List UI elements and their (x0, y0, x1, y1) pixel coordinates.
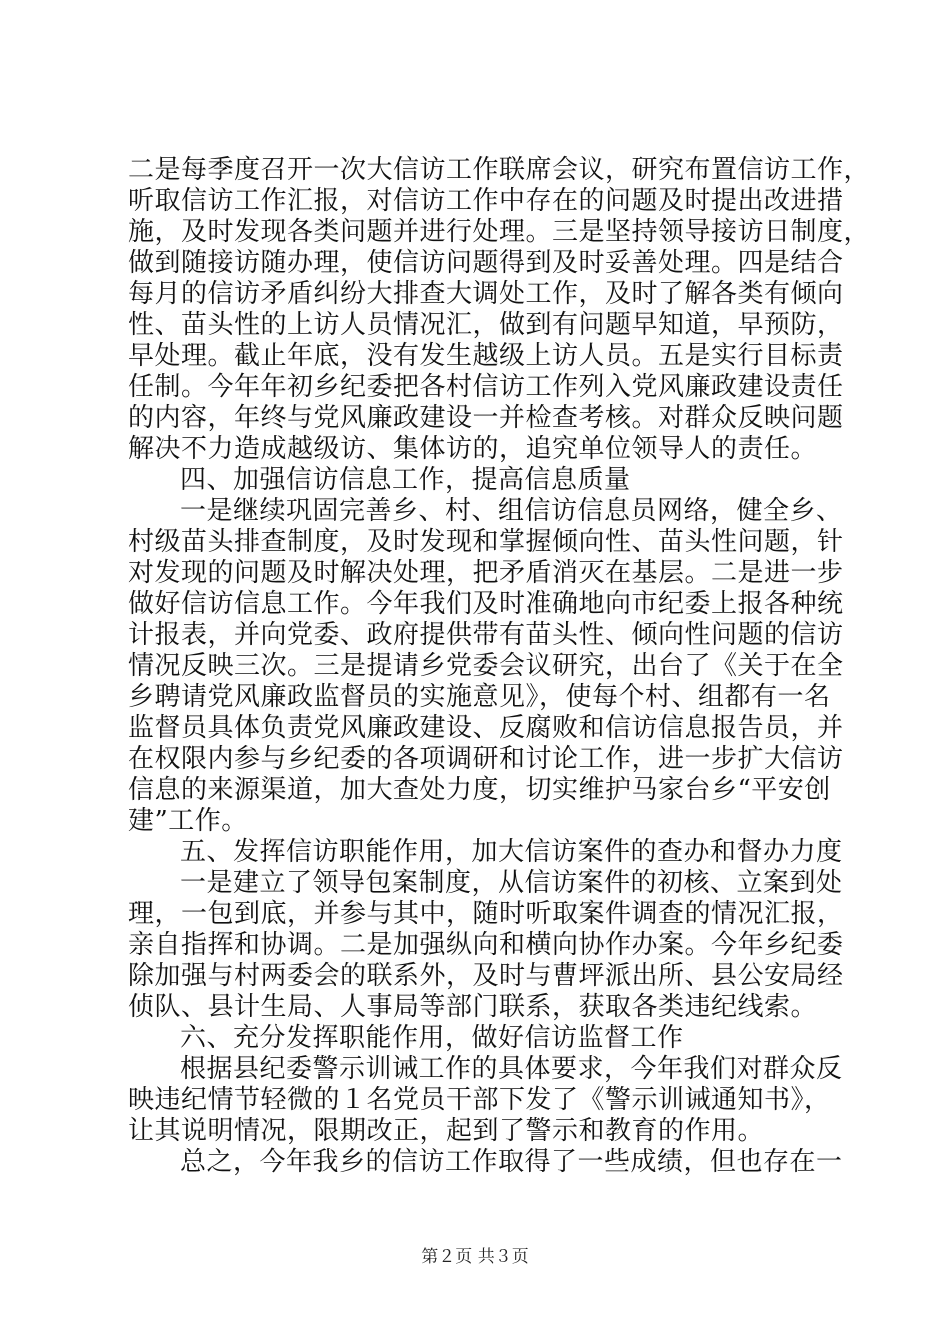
text-line: 理，一包到底，并参与其中，随时听取案件调查的情况汇报， (128, 899, 844, 929)
text-line: 信息的来源渠道，加大查处力度，切实维护马家台乡“平安创 (128, 775, 831, 805)
text-line: 在权限内参与乡纪委的各项调研和讨论工作，进一步扩大信访 (128, 744, 844, 774)
text-line: 总之，今年我乡的信访工作取得了一些成绩，但也存在一 (180, 1147, 843, 1177)
text-line: 的内容，年终与党风廉政建设一并检查考核。对群众反映问题 (128, 403, 844, 433)
text-line: 施，及时发现各类问题并进行处理。三是坚持领导接访日制度， (128, 217, 871, 247)
text-line: 早处理。截止年底，没有发生越级上访人员。五是实行目标责 (128, 341, 844, 371)
text-line: 性、苗头性的上访人员情况汇，做到有问题早知道，早预防， (128, 310, 844, 340)
text-line: 乡聘请党风廉政监督员的实施意见》，使每个村、组都有一名 (128, 682, 831, 712)
text-line: 建”工作。 (128, 806, 248, 836)
text-line: 计报表，并向党委、政府提供带有苗头性、倾向性问题的信访 (128, 620, 844, 650)
text-line: 四、加强信访信息工作，提高信息质量 (180, 465, 631, 495)
text-line: 侦队、县计生局、人事局等部门联系，获取各类违纪线索。 (128, 992, 818, 1022)
text-line: 村级苗头排查制度，及时发现和掌握倾向性、苗头性问题，针 (128, 527, 844, 557)
text-line: 任制。今年年初乡纪委把各村信访工作列入党风廉政建设责任 (128, 372, 844, 402)
text-line: 监督员具体负责党风廉政建设、反腐败和信访信息报告员，并 (128, 713, 844, 743)
text-line: 做好信访信息工作。今年我们及时准确地向市纪委上报各种统 (128, 589, 844, 619)
text-line: 一是建立了领导包案制度，从信访案件的初核、立案到处 (180, 868, 843, 898)
text-line: 情况反映三次。三是提请乡党委会议研究，出台了《关于在全 (128, 651, 844, 681)
text-line: 做到随接访随办理，使信访问题得到及时妥善处理。四是结合 (128, 248, 844, 278)
text-line: 二是每季度召开一次大信访工作联席会议，研究布置信访工作， (128, 155, 871, 185)
text-line: 除加强与村两委会的联系外，及时与曹坪派出所、县公安局经 (128, 961, 844, 991)
text-line: 解决不力造成越级访、集体访的，追究单位领导人的责任。 (128, 434, 818, 464)
text-line: 六、充分发挥职能作用，做好信访监督工作 (180, 1023, 684, 1053)
text-line: 听取信访工作汇报，对信访工作中存在的问题及时提出改进措 (128, 186, 844, 216)
text-line: 映违纪情节轻微的１名党员干部下发了《警示训诫通知书》， (128, 1085, 831, 1115)
document-body (128, 155, 871, 1178)
page-footer: 第２页 共３页 (421, 1247, 529, 1267)
text-line: 根据县纪委警示训诫工作的具体要求，今年我们对群众反 (180, 1054, 843, 1084)
text-line: 对发现的问题及时解决处理，把矛盾消灭在基层。二是进一步 (128, 558, 844, 588)
text-line: 亲自指挥和协调。二是加强纵向和横向协作办案。今年乡纪委 (128, 930, 844, 960)
text-line: 每月的信访矛盾纠纷大排查大调处工作，及时了解各类有倾向 (128, 279, 844, 309)
text-line: 一是继续巩固完善乡、村、组信访信息员网络，健全乡、 (180, 496, 843, 526)
text-line: 让其说明情况，限期改正，起到了警示和教育的作用。 (128, 1116, 765, 1146)
text-line: 五、发挥信访职能作用，加大信访案件的查办和督办力度 (180, 837, 843, 867)
